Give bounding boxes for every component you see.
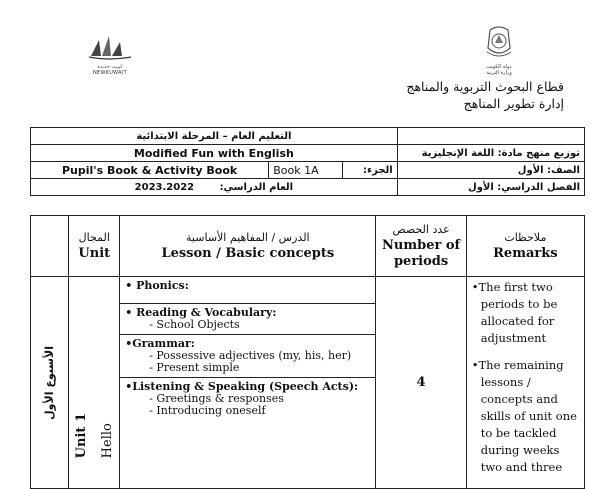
remarks-cell [466,277,584,489]
lesson-header-ar: الدرس / المفاهيم الأساسية [186,231,310,244]
list-item: - Present simple [149,362,370,374]
remarks-header-en: Remarks [493,246,558,261]
list-item: - Introducing oneself [149,405,370,417]
stage-cell: التعليم العام – المرحلة الابتدائية [31,128,398,145]
section-grammar [120,335,375,378]
section-listening [120,378,375,430]
academic-year-cell [31,179,398,196]
unit-number: Unit 1 [73,412,89,458]
section-reading [120,304,375,335]
distribution-cell: توزيع منهج مادة: اللغة الإنجليزية [397,145,584,162]
section-title: • Reading & Vocabulary: [125,306,277,319]
unit-cell [69,277,120,489]
periods-cell: 4 [376,277,466,489]
periods-header-ar: عدد الحصص [392,223,450,236]
semester-cell: الفصل الدراسي: الأول [397,179,584,196]
sector-line-2: إدارة تطوير المناهج [463,96,564,111]
emblem-caption-2: وزارة التربية [486,70,512,76]
sector-title [406,78,564,112]
blank-cell [397,128,584,145]
info-table [30,127,585,196]
grade-cell: الصف: الأول [397,162,584,179]
list-item: - Greetings & responses [149,393,370,405]
new-kuwait-logo [84,34,136,76]
lesson-cell [120,277,376,489]
sector-line-1: قطاع البحوث التربوية والمناهج [406,79,564,94]
section-phonics [120,277,375,304]
section-title: •Grammar: [125,337,195,350]
lesson-header [120,216,376,277]
emblem-caption-1: دولة الكويت [486,64,512,70]
book-part-value-cell: Book 1A [269,162,343,179]
unit-header-en: Unit [78,246,111,261]
book-type-cell: Pupil's Book & Activity Book [31,162,269,179]
section-title: • Phonics: [125,279,189,292]
section-title: •Listening & Speaking (Speech Acts): [125,380,359,393]
list-item: - Possessive adjectives (my, his, her) [149,350,370,362]
periods-header [376,216,466,277]
list-item: - School Objects [149,319,370,331]
logo-text: NEWKUWAIT [93,70,127,76]
logo-arabic-text: كويت جديدة [97,64,123,70]
remarks-header-ar: ملاحظات [504,231,547,244]
periods-header-en: Number of periods [382,238,461,269]
page-header [0,0,600,126]
remarks-header [466,216,584,277]
week-label: الأسبوع الأول [43,345,57,420]
sail-icon [87,34,133,60]
unit-header [69,216,120,277]
week-header [31,216,69,277]
emblem-icon [484,26,514,60]
unit-name: Hello [99,422,115,458]
week-cell [31,277,69,489]
kuwait-emblem [474,26,524,76]
remark-item: •The first two periods to be allocated for adjustment [471,280,558,345]
academic-year-value: 2023.2022 [134,181,195,193]
lesson-header-en: Lesson / Basic concepts [161,246,335,261]
book-part-label-cell: الجزء: [343,162,397,179]
remark-item: •The remaining lessons / concepts and skills of unit one to be tackled during weeks two and three [471,358,577,474]
book-title-cell: Modified Fun with English [31,145,398,162]
academic-year-label: العام الدراسي: [219,181,294,193]
schedule-table [30,215,585,489]
unit-header-ar: المجال [78,231,110,244]
